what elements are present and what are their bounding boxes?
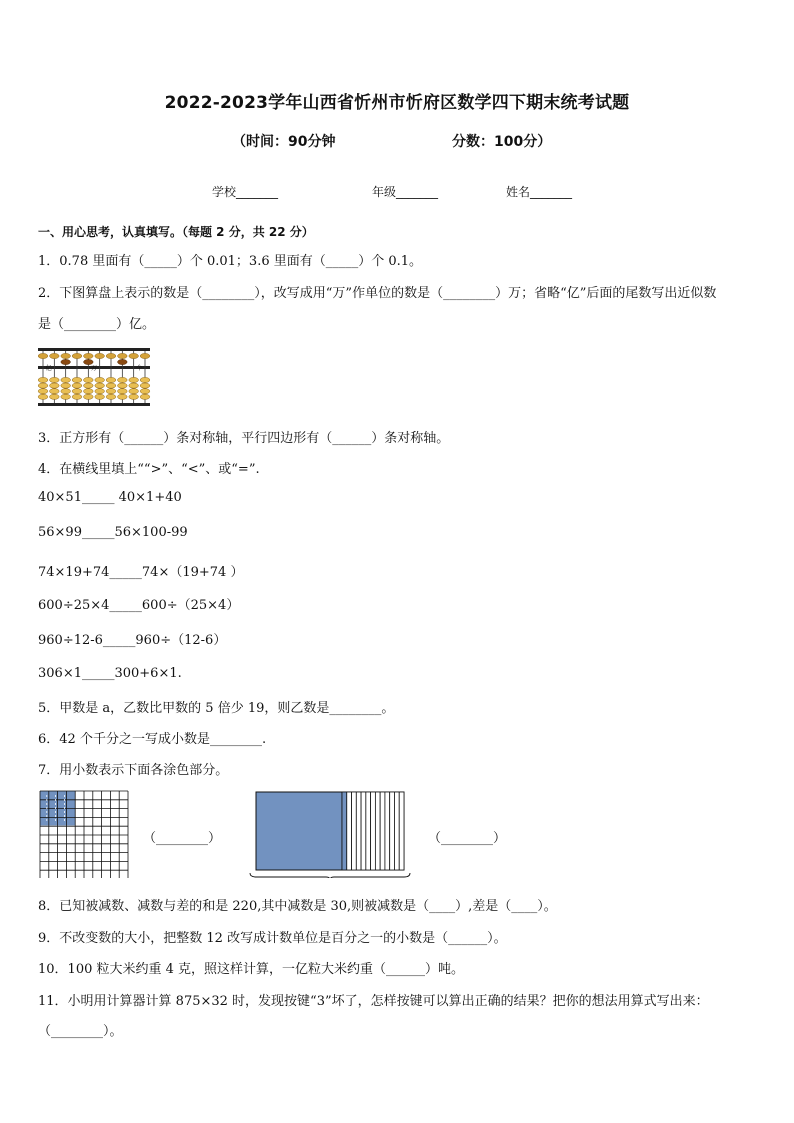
- strip: [342, 792, 347, 870]
- strip: [399, 792, 404, 870]
- grade-field[interactable]: 年级_______: [372, 185, 439, 199]
- compare-item: 40×51_____ 40×1+40: [38, 490, 182, 505]
- abacus-frame-top: [38, 348, 150, 351]
- question-10: 10．100 粒大米约重 4 克，照这样计算，一亿粒大米约重（______）吨。: [38, 962, 465, 977]
- compare-item: 600÷25×4_____600÷（25×4）: [38, 598, 240, 613]
- abacus-bead: [72, 377, 82, 382]
- exam-time: （时间：90分钟: [232, 134, 336, 150]
- abacus-bead: [84, 383, 94, 388]
- abacus-bead: [95, 377, 105, 382]
- abacus-bead: [72, 394, 82, 399]
- abacus-bead-active: [61, 359, 71, 364]
- exam-score: 分数：100分）: [452, 134, 552, 150]
- question-2-cont: 是（________）亿。: [38, 317, 156, 332]
- strip: [375, 792, 380, 870]
- abacus-bead: [118, 353, 128, 358]
- abacus-bead: [50, 353, 60, 358]
- abacus-bead: [72, 353, 82, 358]
- abacus-bead: [95, 394, 105, 399]
- question-1: 1．0.78 里面有（_____）个 0.01；3.6 里面有（_____）个 0.1。: [38, 254, 423, 269]
- abacus-bead: [106, 353, 116, 358]
- question-4: 4．在横线里填上““>”、“<”、或“=”.: [38, 462, 260, 477]
- strip: [356, 792, 361, 870]
- abacus-bead: [140, 353, 150, 358]
- abacus-bead: [106, 394, 116, 399]
- strip: [347, 792, 352, 870]
- strip: [380, 792, 385, 870]
- abacus-bead: [61, 389, 71, 394]
- abacus-bead: [140, 394, 150, 399]
- abacus-bead: [118, 394, 128, 399]
- compare-item: 306×1_____300+6×1.: [38, 666, 182, 681]
- abacus-bead: [129, 377, 139, 382]
- strip: [371, 792, 376, 870]
- abacus-place-label: 亿: [45, 365, 52, 372]
- abacus-bead: [84, 353, 94, 358]
- abacus-bead: [84, 389, 94, 394]
- abacus-bead: [95, 389, 105, 394]
- answer-blank-1[interactable]: （________）: [143, 831, 222, 846]
- abacus-figure: [37, 346, 151, 408]
- abacus-bead-active: [84, 359, 94, 364]
- abacus-bead: [129, 389, 139, 394]
- abacus-bead: [140, 383, 150, 388]
- abacus-bead: [72, 389, 82, 394]
- abacus-bead: [84, 377, 94, 382]
- question-8: 8．已知被减数、减数与差的和是 220,其中减数是 30,则被减数是（____）,差是（____）。: [38, 899, 557, 914]
- compare-item: 74×19+74_____74×（19+74 ）: [38, 565, 244, 580]
- abacus-bead: [38, 389, 48, 394]
- compare-item: 56×99_____56×100-99: [38, 525, 188, 540]
- question-5: 5．甲数是 a，乙数比甲数的 5 倍少 19，则乙数是________。: [38, 701, 395, 716]
- abacus-bead: [38, 383, 48, 388]
- question-3: 3．正方形有（______）条对称轴，平行四边形有（______）条对称轴。: [38, 431, 450, 446]
- question-11-cont: （________）。: [38, 1024, 123, 1039]
- abacus-bead: [129, 353, 139, 358]
- abacus-bead: [106, 383, 116, 388]
- question-2: 2．下图算盘上表示的数是（________），改写成用“万”作单位的数是（________）万；省略“亿”后面的尾数写出近似数: [38, 286, 717, 301]
- strip: [390, 792, 395, 870]
- abacus-place-label: 个: [136, 365, 143, 372]
- question-6: 6．42 个千分之一写成小数是________.: [38, 732, 267, 747]
- abacus-bead: [50, 394, 60, 399]
- abacus-bead: [38, 394, 48, 399]
- question-7: 7．用小数表示下面各涂色部分。: [38, 763, 229, 778]
- answer-blank-2[interactable]: （________）: [428, 831, 507, 846]
- brace: [250, 873, 410, 878]
- strip: [361, 792, 366, 870]
- abacus-bead: [61, 377, 71, 382]
- abacus-bead: [61, 394, 71, 399]
- abacus-bead: [50, 389, 60, 394]
- compare-item: 960÷12-6_____960÷（12-6）: [38, 633, 227, 648]
- school-field[interactable]: 学校_______: [212, 185, 279, 199]
- abacus-bead: [118, 377, 128, 382]
- shaded-grid-figure: [39, 790, 131, 878]
- strip: [366, 792, 371, 870]
- strip: [385, 792, 390, 870]
- strip: [394, 792, 399, 870]
- abacus-bead: [129, 394, 139, 399]
- abacus-bead: [50, 383, 60, 388]
- strip: [352, 792, 357, 870]
- page-title: 2022-2023学年山西省忻州市忻府区数学四下期末统考试题: [164, 93, 630, 113]
- abacus-bead: [118, 389, 128, 394]
- abacus-place-label: 万: [90, 365, 98, 372]
- abacus-bead: [50, 377, 60, 382]
- abacus-bead-active: [118, 359, 128, 364]
- abacus-frame-bottom: [38, 403, 150, 406]
- question-9: 9．不改变数的大小，把整数 12 改写成计数单位是百分之一的小数是（______）。: [38, 931, 507, 946]
- abacus-bead: [95, 353, 105, 358]
- abacus-bead: [61, 353, 71, 358]
- abacus-bead: [72, 383, 82, 388]
- name-field[interactable]: 姓名_______: [506, 185, 573, 199]
- abacus-bead: [140, 377, 150, 382]
- shaded-square: [256, 792, 342, 870]
- shaded-strips-figure: [242, 790, 422, 878]
- abacus-bead: [129, 383, 139, 388]
- question-11: 11．小明用计算器计算 875×32 时，发现按键“3”坏了，怎样按键可以算出正确的结果？把你的想法用算式写出来：: [38, 994, 709, 1009]
- abacus-bead: [140, 389, 150, 394]
- abacus-bead: [106, 377, 116, 382]
- abacus-bead: [38, 377, 48, 382]
- abacus-bead: [84, 394, 94, 399]
- abacus-bead: [61, 383, 71, 388]
- section-heading: 一、用心思考，认真填写。（每题 2 分，共 22 分）: [38, 225, 314, 239]
- abacus-bead: [106, 389, 116, 394]
- abacus-bead: [95, 383, 105, 388]
- abacus-bead: [38, 353, 48, 358]
- abacus-bead: [118, 383, 128, 388]
